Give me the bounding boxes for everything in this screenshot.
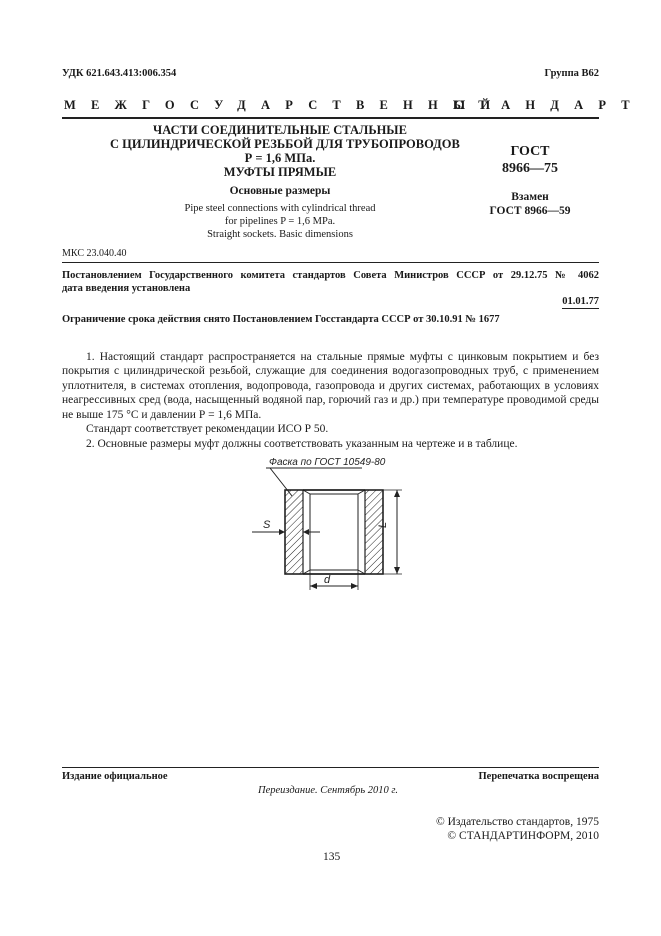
title-line-3: Р = 1,6 МПа.	[244, 151, 316, 165]
resolution-line-2: дата введения установлена	[62, 283, 191, 294]
english-title-2: for pipelines P = 1,6 MPa.	[224, 216, 336, 227]
dim-s-label: S	[263, 519, 271, 531]
resolution-line-1: Постановлением Государственного комитета стандартов Совета Министров СССР от 29.12.75 № 4062	[62, 270, 599, 281]
socket-wall-left	[285, 490, 303, 574]
paragraph-1: 1. Настоящий стандарт распространяется на стальные прямые муфты с цинковым покрытием и без покрытия с цилиндрической резьбой, служащие для соединения водогазопроводных труб, с применением уплотнителя, в системах отопления, водопровода, газопровода и других системах, работающих в условиях неагрессивных сред (вода, насыщенный водяной пар, горючий газ и др.) при температуре проводимой среды не выше 175 °С и давлении Р = 1,6 МПа.	[62, 351, 599, 421]
banner-interstate: МЕЖГОСУДАРСТВЕННЫЙ	[64, 98, 506, 112]
paragraph-2: 2. Основные размеры муфт должны соответствовать указанным на чертеже и в таблице.	[86, 438, 518, 450]
effective-date: 01.01.77	[562, 296, 599, 307]
gost-number: 8966—75	[502, 161, 558, 176]
official-edition: Издание официальное	[62, 771, 168, 782]
paragraph-standard-iso: Стандарт соответствует рекомендации ИСО Р 50.	[86, 423, 329, 435]
copyright-2: © СТАНДАРТИНФОРМ, 2010	[447, 830, 599, 842]
mks-code: МКС 23.040.40	[62, 248, 127, 259]
title-line-2: С ЦИЛИНДРИЧЕСКОЙ РЕЗЬБОЙ ДЛЯ ТРУБОПРОВОДОВ	[110, 137, 460, 151]
socket-drawing	[230, 452, 420, 602]
group-code: Группа В62	[544, 68, 599, 79]
limitation-note: Ограничение срока действия снято Постановлением Госстандарта СССР от 30.10.91 № 1677	[62, 314, 500, 325]
english-title-1: Pipe steel connections with cylindrical thread	[184, 203, 376, 214]
dim-l-label: L	[377, 521, 389, 528]
reprint-prohibited: Перепечатка воспрещена	[478, 771, 599, 782]
gost-label: ГОСТ	[510, 144, 550, 159]
banner-standard: СТАНДАРТ	[454, 98, 645, 112]
replaces-gost: ГОСТ 8966—59	[489, 205, 571, 217]
copyright-1: © Издательство стандартов, 1975	[435, 816, 599, 828]
reissue-note: Переиздание. Сентябрь 2010 г.	[258, 785, 398, 796]
page-number: 135	[323, 851, 341, 863]
subtitle-basic-dimensions: Основные размеры	[229, 185, 331, 197]
chamfer-label: Фаска по ГОСТ 10549-80	[269, 457, 386, 468]
title-line-4: МУФТЫ ПРЯМЫЕ	[223, 165, 337, 179]
socket-wall-right	[365, 490, 383, 574]
title-rule	[62, 262, 599, 263]
english-title-3: Straight sockets. Basic dimensions	[207, 229, 353, 240]
title-line-1: ЧАСТИ СОЕДИНИТЕЛЬНЫЕ СТАЛЬНЫЕ	[153, 123, 407, 137]
replaces-label: Взамен	[511, 191, 549, 203]
udk-code: УДК 621.643.413:006.354	[62, 68, 177, 79]
dim-d-label: d	[324, 574, 331, 586]
footer-rule	[62, 767, 599, 768]
header-rule	[62, 117, 599, 119]
